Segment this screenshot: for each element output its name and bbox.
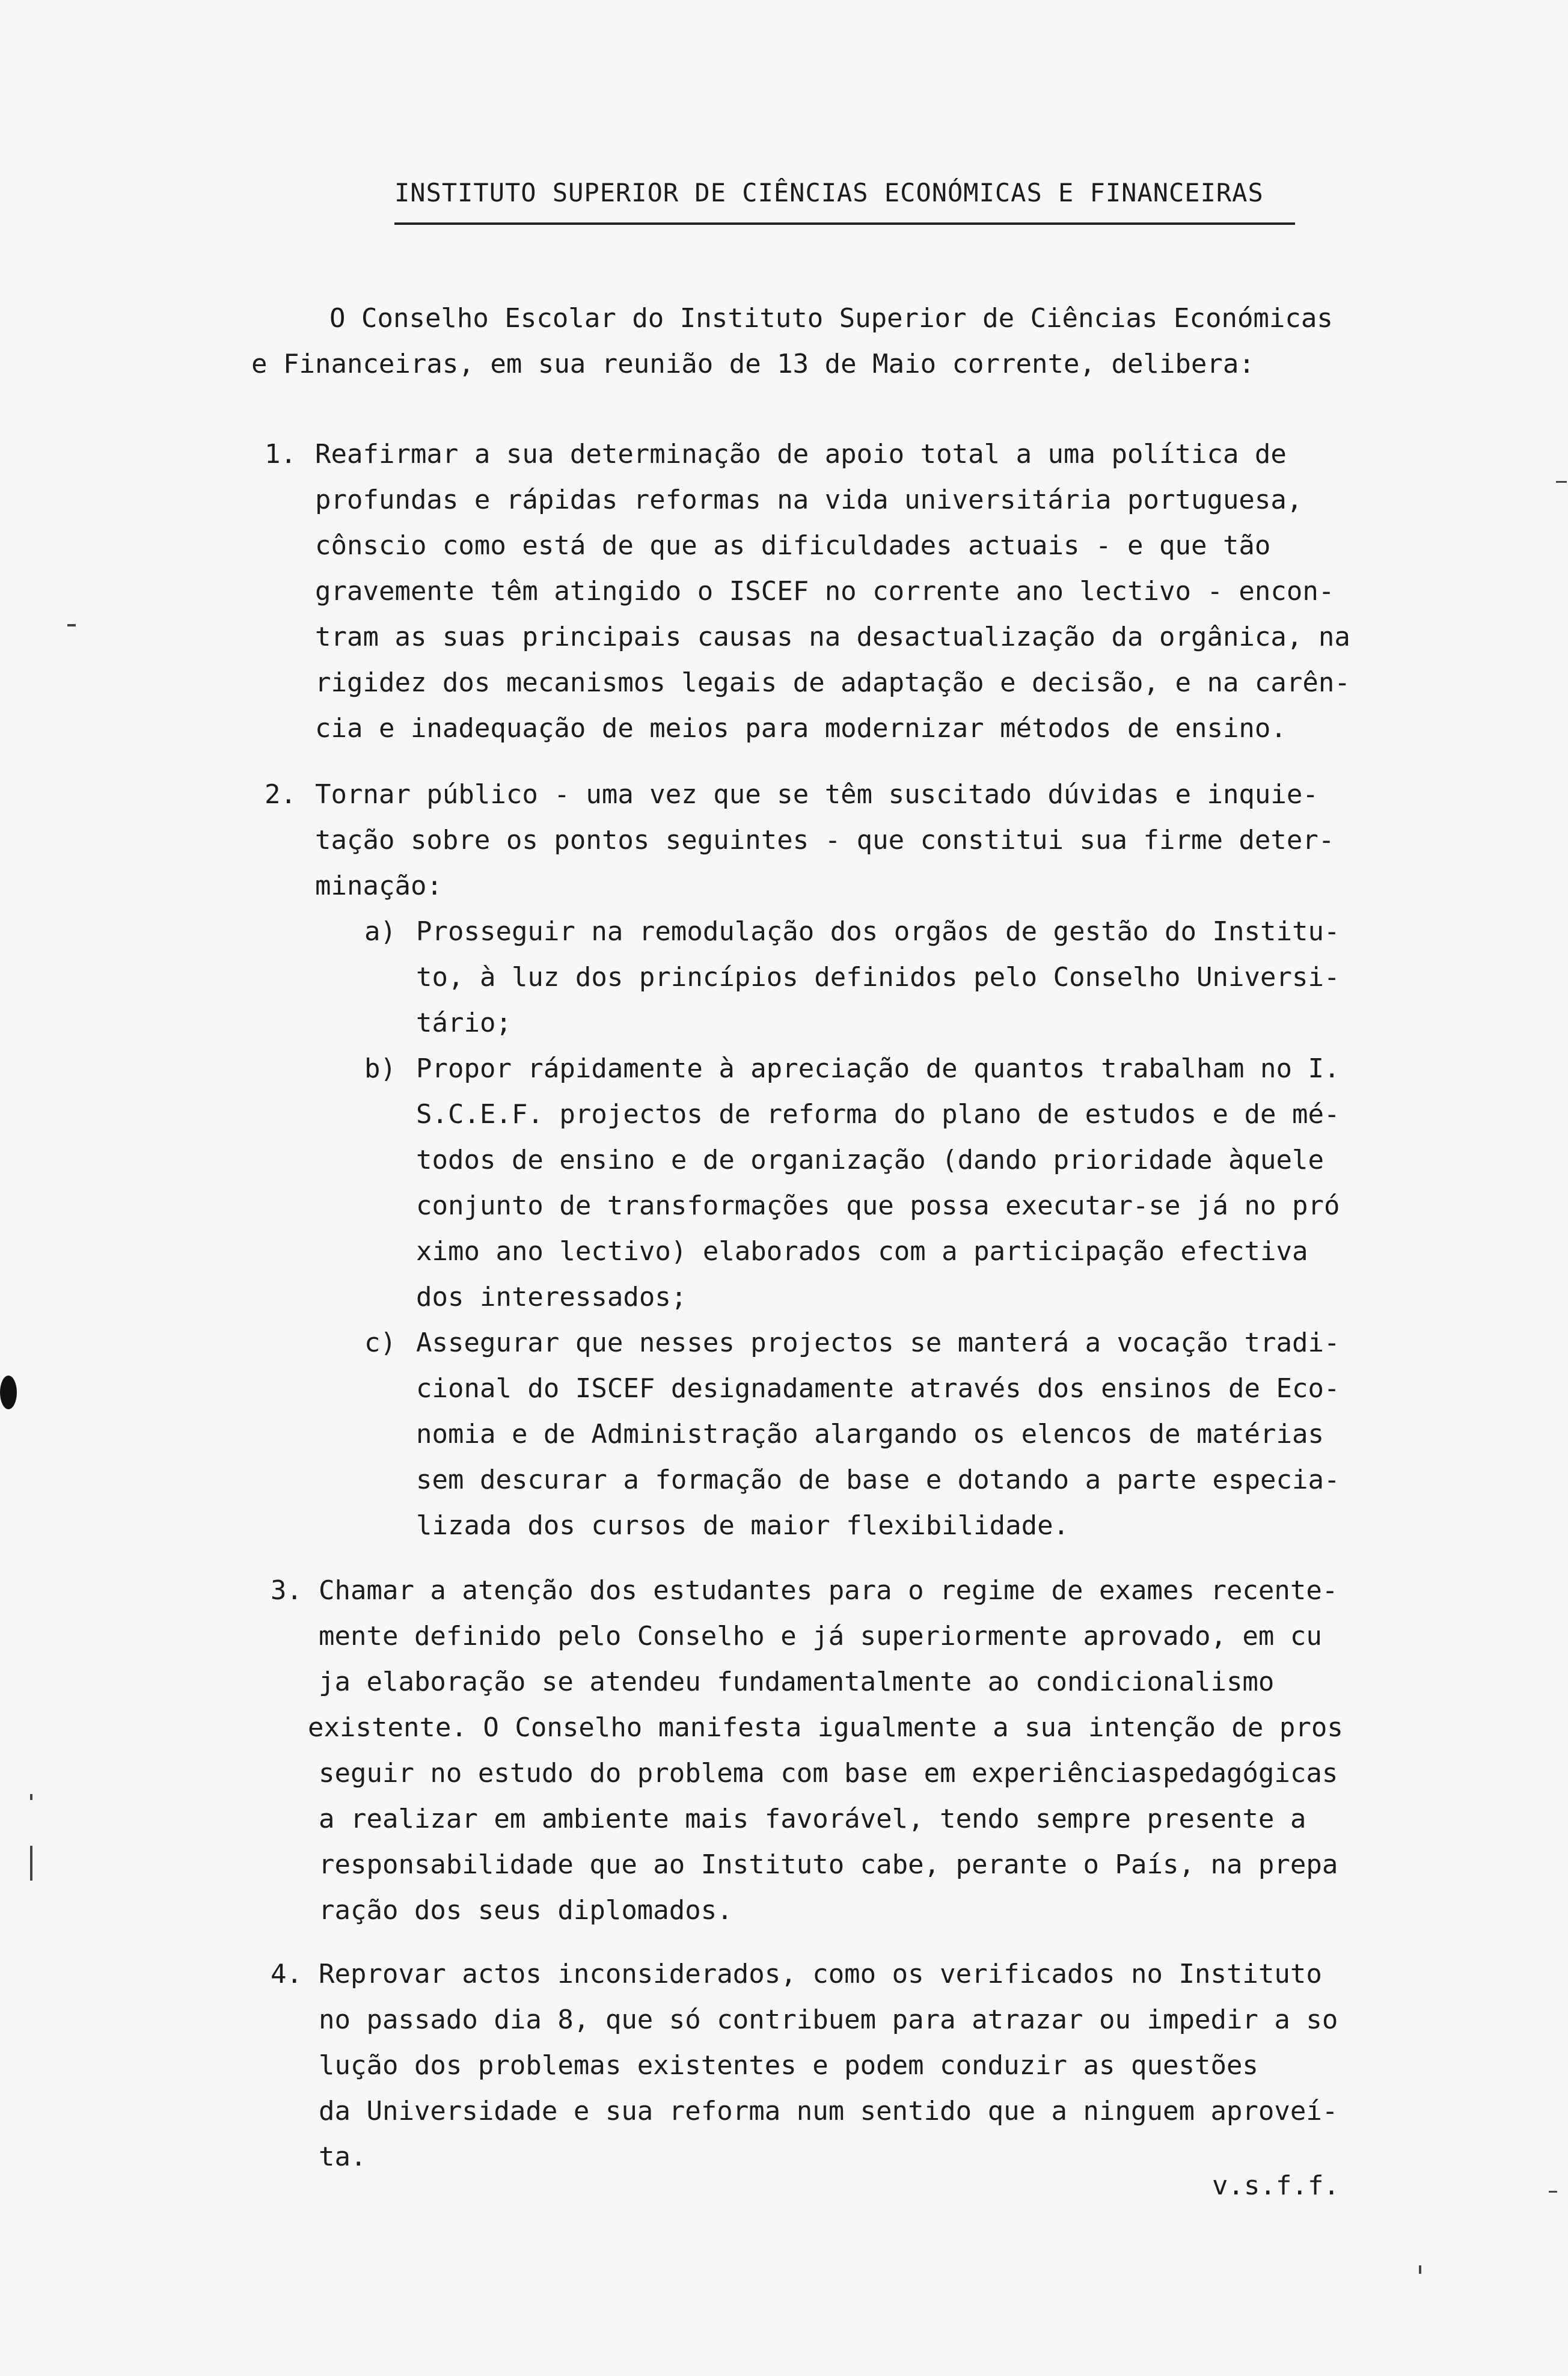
subitem-line: cional do ISCEF designadamente através dos ensinos de Eco- — [416, 1373, 1340, 1404]
subitem-line: todos de ensino e de organização (dando prioridade àquele — [416, 1145, 1324, 1175]
item-line: existente. O Conselho manifesta igualmente a sua intenção de pros — [308, 1712, 1343, 1743]
subitem-line: Propor rápidamente à apreciação de quantos trabalham no I. — [416, 1053, 1340, 1084]
item-line: gravemente têm atingido o ISCEF no corrente ano lectivo - encon- — [315, 576, 1335, 607]
item-line: Chamar a atenção dos estudantes para o regime de exames recente- — [319, 1575, 1338, 1606]
subitem-line: nomia e de Administração alargando os elencos de matérias — [416, 1419, 1324, 1450]
item-line: ração dos seus diplomados. — [319, 1895, 733, 1926]
item-line: Tornar público - uma vez que se têm suscitado dúvidas e inquie- — [315, 779, 1318, 810]
item-line: mente definido pelo Conselho e já superiormente aprovado, em cu — [319, 1621, 1322, 1652]
item-number: 3. — [271, 1575, 302, 1606]
subitem-line: tário; — [416, 1008, 512, 1038]
item-line: da Universidade e sua reforma num sentido que a ninguem aproveí- — [319, 2096, 1338, 2126]
scan-mark — [30, 1794, 32, 1800]
item-line: cônscio como está de que as dificuldades actuais - e que tão — [315, 530, 1271, 561]
item-line: tram as suas principais causas na desactualização da orgânica, na — [315, 622, 1350, 652]
header-underline — [394, 222, 1295, 225]
item-line: Reprovar actos inconsiderados, como os verificados no Instituto — [319, 1959, 1322, 1989]
closing-note: v.s.f.f. — [1212, 2170, 1340, 2201]
item-line: Reafirmar a sua determinação de apoio total a uma política de — [315, 439, 1287, 470]
subitem-line: ximo ano lectivo) elaborados com a participação efectiva — [416, 1236, 1308, 1267]
item-line: responsabilidade que ao Instituto cabe, perante o País, na prepa — [319, 1849, 1338, 1880]
scan-mark — [1549, 2191, 1557, 2193]
subitem-line: S.C.E.F. projectos de reforma do plano de estudos e de mé- — [416, 1099, 1340, 1130]
subitem-letter: c) — [364, 1327, 396, 1358]
subitem-letter: b) — [364, 1053, 396, 1084]
ink-blot — [0, 1376, 17, 1409]
scan-mark — [1419, 2265, 1421, 2274]
item-line: ja elaboração se atendeu fundamentalmente ao condicionalismo — [319, 1667, 1275, 1697]
item-line: ta. — [319, 2142, 367, 2172]
item-line: rigidez dos mecanismos legais de adaptação e decisão, e na carên- — [315, 667, 1350, 698]
item-line: a realizar em ambiente mais favorável, tendo sempre presente a — [319, 1804, 1306, 1834]
item-line: profundas e rápidas reformas na vida universitária portuguesa, — [315, 485, 1303, 515]
item-number: 2. — [265, 779, 296, 810]
subitem-line: dos interessados; — [416, 1282, 687, 1312]
subitem-line: Prosseguir na remodulação dos orgãos de gestão do Institu- — [416, 916, 1340, 947]
intro-line: e Financeiras, em sua reunião de 13 de Maio corrente, delibera: — [251, 349, 1255, 379]
subitem-line: conjunto de transformações que possa executar-se já no pró — [416, 1190, 1340, 1221]
subitem-line: lizada dos cursos de maior flexibilidade. — [416, 1510, 1070, 1541]
item-line: minação: — [315, 871, 443, 901]
subitem-letter: a) — [364, 916, 396, 947]
item-number: 1. — [265, 439, 296, 470]
item-line: cia e inadequação de meios para modernizar métodos de ensino. — [315, 713, 1287, 744]
intro-line: O Conselho Escolar do Instituto Superior de Ciências Económicas — [329, 303, 1333, 334]
item-number: 4. — [271, 1959, 302, 1989]
scan-mark — [67, 624, 76, 626]
scan-mark — [30, 1846, 32, 1881]
item-line: seguir no estudo do problema com base em experiênciaspedagógicas — [319, 1758, 1338, 1789]
institution-header: INSTITUTO SUPERIOR DE CIÊNCIAS ECONÓMICAS E FINANCEIRAS — [394, 178, 1264, 207]
item-line: no passado dia 8, que só contribuem para atrazar ou impedir a so — [319, 2004, 1338, 2035]
scan-mark — [1556, 481, 1567, 483]
item-line: lução dos problemas existentes e podem conduzir as questões — [319, 2050, 1258, 2081]
subitem-line: to, à luz dos princípios definidos pelo Conselho Universi- — [416, 962, 1340, 993]
subitem-line: sem descurar a formação de base e dotando a parte especia- — [416, 1465, 1340, 1495]
subitem-line: Assegurar que nesses projectos se manterá a vocação tradi- — [416, 1327, 1340, 1358]
item-line: tação sobre os pontos seguintes - que constitui sua firme deter- — [315, 825, 1335, 856]
